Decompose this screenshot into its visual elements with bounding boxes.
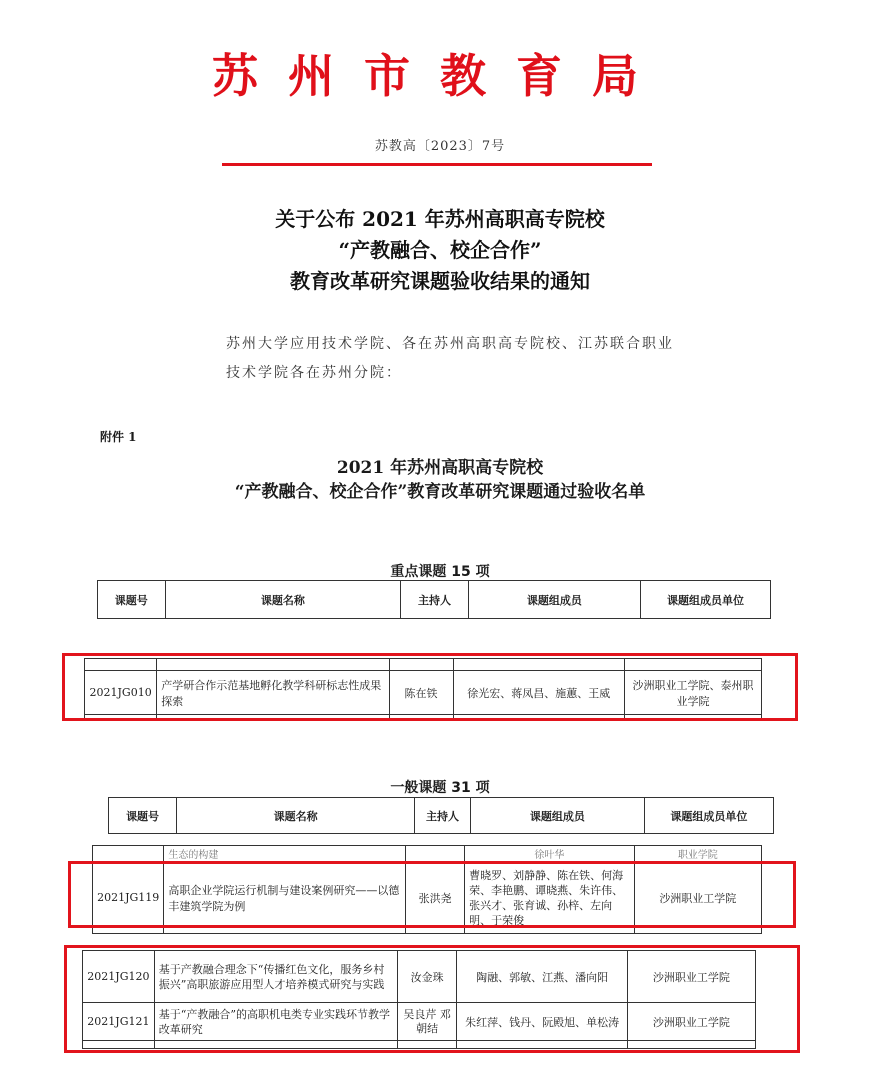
project-units: 沙洲职业工学院、泰州职业学院 [625, 671, 762, 715]
masthead-title: 苏州市教育局 [212, 49, 668, 103]
partial-project-name: 生态的构建 [164, 846, 406, 862]
general-projects-title: 一般课题 31 项 [390, 780, 490, 796]
project-members: 徐光宏、蒋凤昌、施蕙、王威 [453, 671, 624, 715]
col-header-name: 课题名称 [177, 798, 415, 834]
col-header-id: 课题号 [109, 798, 177, 834]
general-projects-header-table [108, 797, 774, 834]
notice-title-line-2: “产教融合、校企合作” [338, 238, 542, 262]
partial-project-members: 徐叶华 [465, 846, 634, 862]
project-units: 沙洲职业工学院 [627, 951, 755, 1003]
project-members: 朱红萍、钱丹、阮殿旭、单松涛 [457, 1003, 627, 1041]
project-id: 2021JG119 [93, 862, 164, 934]
highlight-box-general-b [64, 945, 800, 1053]
project-name: 基于产教融合理念下“传播红色文化，服务乡村振兴”高职旅游应用型人才培养模式研究与实践 [154, 951, 397, 1003]
project-host: 陈在铁 [389, 671, 453, 715]
project-units: 沙洲职业工学院 [634, 862, 761, 934]
col-header-members: 课题组成员 [468, 581, 640, 619]
col-header-host: 主持人 [401, 581, 469, 619]
project-id: 2021JG121 [83, 1003, 155, 1041]
project-host: 吴良芹 邓朝结 [397, 1003, 457, 1041]
col-header-name: 课题名称 [165, 581, 401, 619]
col-header-id: 课题号 [98, 581, 166, 619]
highlight-box-general-a [68, 861, 796, 928]
key-projects-header-table [97, 580, 771, 619]
highlight-box-key [62, 653, 798, 721]
addressee-line-2: 技术学院各在苏州分院： [226, 365, 402, 381]
project-members: 陶融、郭敏、江燕、潘向阳 [457, 951, 627, 1003]
document-number: 苏教高〔2023〕7号 [374, 139, 506, 154]
addressee-line-1: 苏州大学应用技术学院、各在苏州高职高专院校、江苏联合职业 [226, 336, 674, 352]
project-host: 汝金珠 [397, 951, 457, 1003]
project-name: 基于“产教融合”的高职机电类专业实践环节教学改革研究 [154, 1003, 397, 1041]
partial-project-units: 职业学院 [634, 846, 761, 862]
list-title-line-1: 2021 年苏州高职高专院校 [336, 458, 544, 478]
col-header-host: 主持人 [415, 798, 471, 834]
project-id: 2021JG120 [83, 951, 155, 1003]
col-header-units: 课题组成员单位 [641, 581, 771, 619]
list-title-line-2: “产教融合、校企合作”教育改革研究课题通过验收名单 [234, 482, 646, 502]
notice-title-line-1: 关于公布 2021 年苏州高职高专院校 [275, 207, 605, 231]
project-units: 沙洲职业工学院 [627, 1003, 755, 1041]
attachment-label: 附件 1 [100, 430, 137, 444]
col-header-members: 课题组成员 [470, 798, 644, 834]
notice-title-line-3: 教育改革研究课题验收结果的通知 [290, 269, 590, 293]
masthead-divider [222, 163, 652, 166]
project-id: 2021JG010 [85, 671, 157, 715]
col-header-units: 课题组成员单位 [644, 798, 773, 834]
project-members: 曹晓罗、刘静静、陈在铁、何海荣、李艳鹏、谭晓燕、朱许伟、张兴才、张育诚、孙梓、左向明、于荣俊 [465, 862, 634, 934]
project-host: 张洪尧 [406, 862, 465, 934]
key-projects-title: 重点课题 15 项 [390, 564, 490, 580]
project-name: 产学研合作示范基地孵化教学科研标志性成果探索 [157, 671, 389, 715]
project-name: 高职企业学院运行机制与建设案例研究——以德丰建筑学院为例 [164, 862, 406, 934]
